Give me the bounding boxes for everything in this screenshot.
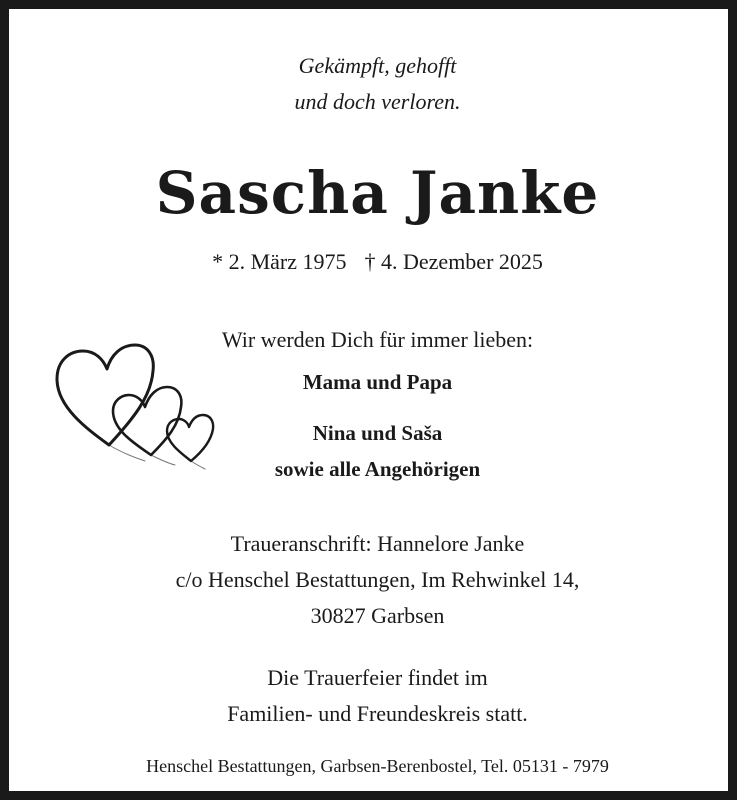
ceremony-line-1: Die Trauerfeier findet im (267, 665, 488, 690)
motto-line-1: Gekämpft, gehofft (298, 53, 457, 78)
mourners-relatives: sowie alle Angehörigen (274, 457, 481, 481)
address-line-2: c/o Henschel Bestattungen, Im Rehwinkel 14, (175, 567, 580, 592)
life-dates (9, 249, 737, 275)
death-date: † 4. Dezember 2025 (364, 249, 543, 274)
motto-line-2: und doch verloren. (294, 89, 461, 114)
hearts-icon (47, 337, 222, 472)
birth-date: * 2. März 1975 (212, 249, 347, 274)
mourners-parents: Mama und Papa (302, 370, 453, 394)
funeral-home-footer: Henschel Bestattungen, Garbsen-Berenbostel, Tel. 05131 - 7979 (146, 756, 609, 776)
mourners-intro: Wir werden Dich für immer lieben: (221, 327, 534, 352)
deceased-name: Sascha Janke (155, 159, 600, 227)
address-line-1: Traueranschrift: Hannelore Janke (230, 531, 525, 556)
address-line-3: 30827 Garbsen (310, 603, 445, 628)
mourners-siblings: Nina und Saša (312, 421, 443, 445)
ceremony-line-2: Familien- und Freundeskreis statt. (227, 701, 528, 726)
